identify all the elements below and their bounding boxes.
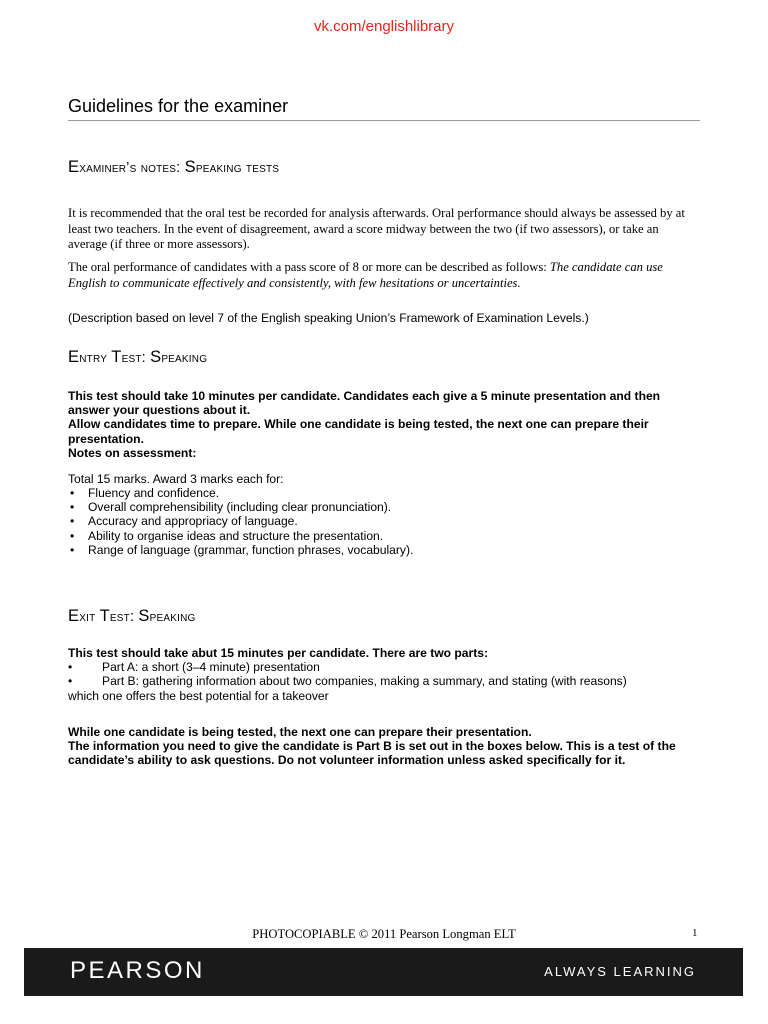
section-heading-entry-test: Entry Test: Speaking <box>68 348 208 366</box>
footer-banner <box>24 948 743 996</box>
entry-line-3: Notes on assessment: <box>68 445 197 460</box>
entry-line-1: This test should take 10 minutes per candidate. Candidates each give a 5 minute presentation and then answer your questions about it. <box>68 389 661 418</box>
list-item: • Fluency and confidence. <box>70 486 220 500</box>
list-item: • Accuracy and appropriacy of language. <box>70 514 298 529</box>
entry-instructions <box>68 389 700 460</box>
exit-part-a: • Part A: a short (3–4 minute) presentation <box>68 660 320 675</box>
entry-criteria-list <box>70 486 413 557</box>
copyright-notice: PHOTOCOPIABLE © 2011 Pearson Longman ELT <box>252 927 516 941</box>
notes-paragraph-3: (Description based on level 7 of the English speaking Union’s Framework of Examination Levels.) <box>68 311 589 325</box>
exit-part-b-continued: which one offers the best potential for a takeover <box>68 688 329 703</box>
exit-instructions <box>68 646 700 703</box>
exit-line-1: This test should take abut 15 minutes per candidate. There are two parts: <box>68 646 489 660</box>
list-item: • Overall comprehensibility (including clear pronunciation). <box>70 500 392 515</box>
page-number: 1 <box>692 927 698 939</box>
header-link[interactable]: vk.com/englishlibrary <box>313 18 455 35</box>
entry-line-2: Allow candidates time to prepare. While one candidate is being tested, the next one can prepare their presentation. <box>68 417 649 446</box>
exit-part-b: • Part B: gathering information about two companies, making a summary, and stating (with reasons) <box>68 674 627 689</box>
list-item: • Ability to organise ideas and structure the presentation. <box>70 528 384 543</box>
exit-line-2: While one candidate is being tested, the next one can prepare their presentation. <box>68 725 532 739</box>
list-item: • Range of language (grammar, function phrases, vocabulary). <box>70 542 414 557</box>
section-heading-examiner-notes: Examiner’s notes: Speaking tests <box>68 158 280 176</box>
page-title: Guidelines for the examiner <box>68 96 289 116</box>
footer-tagline: ALWAYS LEARNING <box>544 964 696 979</box>
exit-notes <box>68 725 700 768</box>
notes-paragraph-1: It is recommended that the oral test be recorded for analysis afterwards. Oral performance should always be assessed by at least two teachers. In the event of disagreement, award a score midway between the two (if two assessors), or take an average (if three or more assessors). <box>68 206 685 251</box>
notes-paragraph-2: The oral performance of candidates with a pass score of 8 or more can be described as follows: The candidate can use English to communicate effectively and consistently, with few hesitations or uncertainties. <box>68 260 663 290</box>
pearson-logo: PEARSON <box>70 957 205 984</box>
section-heading-exit-test: Exit Test: Speaking <box>68 607 196 625</box>
notes-description-italic: The candidate can use English to communicate effectively and consistently, with few hesitations or uncertainties. <box>68 260 663 290</box>
exit-line-3: The information you need to give the candidate is Part B is set out in the boxes below. This is a test of the candidate’s ability to ask questions. Do not volunteer information unless asked specifically for it. <box>68 739 676 768</box>
title-divider <box>68 120 700 121</box>
entry-total-marks: Total 15 marks. Award 3 marks each for: <box>68 472 284 486</box>
